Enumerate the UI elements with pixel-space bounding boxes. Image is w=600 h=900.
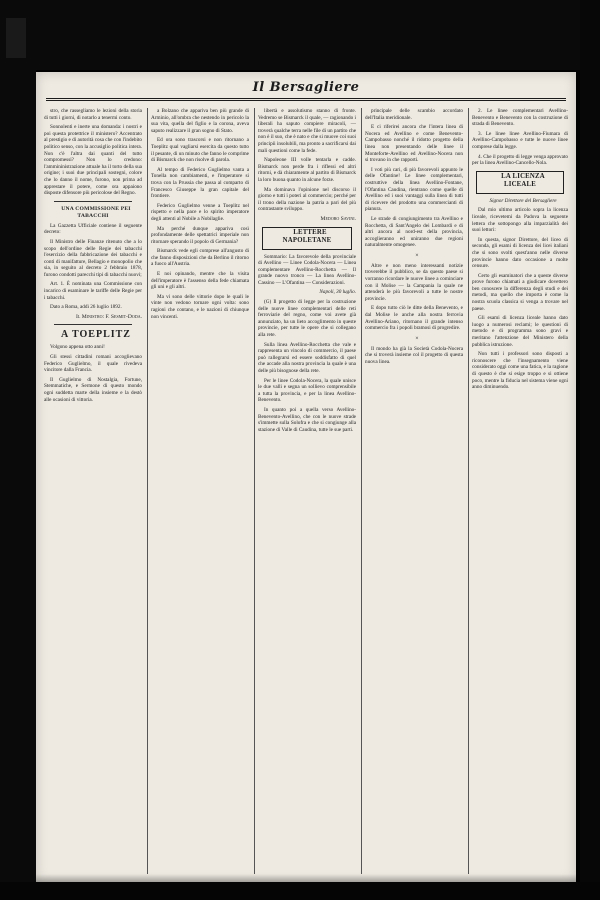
- scan-border-top: [0, 0, 600, 70]
- paragraph: La Gazzetta Ufficiale contiene il seguente decreto:: [44, 222, 142, 236]
- paragraph: Il Ministro delle Finanze ritenuto che a lo scopo dell'ordine delle Regie dei tabacchi l'esercizio della fabbricazione dei tabacchi e conti di manifatture, Bellagio e monopolio che sia, in seguito al decreto 2 febbraio 1878, furono condotti parecchi tipi di tabacchi nuovi;: [44, 238, 142, 278]
- paragraph: Napoleone III volle tentarla e cadde. Bismarck non perde fra i riflessi ed altri ritorni, e dà chiaramente al partito di Bismarck la loro buona quanto in alcune forze.: [258, 157, 356, 183]
- paragraph: stro, che rassegliamo le lezioni della storia di tutti i giorni, di notarlo a tenermi conto.: [44, 108, 142, 121]
- scan-border-right: [580, 0, 600, 900]
- column-1: [44, 108, 142, 874]
- headline-box: [262, 227, 352, 250]
- paragraph: Dal mio ultimo articolo sopra la licenza liceale, ricevetemi da Padova la seguente lettera che sottopongo alla imparzialità dei suoi lettori:: [472, 207, 568, 234]
- paragraph: Il mondo ha già la Società Codola-Nocera che si troverà insieme col il progetto di questa nuova linea.: [365, 345, 463, 365]
- paragraph: Il Guglielmo di Nostalgia, Fortune, Stemmatiche, e Sermone di questo mondo ogni suddetta marte della insieme e la destò alle ocasioni di vittoria.: [44, 376, 142, 403]
- section-mark: ×: [415, 252, 419, 259]
- paragraph: Altre e non meno interessanti notizie troverebbe il pubblico, se da questo paese si vorranno ricordare le nuove linee a cominciare con il Molise — la Campania la quale ne attenderà le più favorevoli a tutte le nostre provincie.: [365, 262, 463, 302]
- page-bottom-shadow: [36, 874, 576, 882]
- section-divider: [54, 201, 132, 202]
- paragraph: I voti più cari, di più favorevoli appunto le delle Ofantine! Le linee complementari, costruttive della linea Avellino-Fontane, l'Ofantina Caudina, rientrano come quelle di Avellino ed i suoi vantaggi sulla linea di tutti di ricevere del prodotto una commercianti di pianura.: [365, 166, 463, 213]
- summary-paragraph: Sommario: La favorevole della provinciale di Avellino — Linee Codola-Nocera — Linea complementare Avellino-Rocchetta — Il grande nuovo tronco — La linea Avellino-Cassino — L'Ofantina — Considerazioni.: [258, 253, 356, 286]
- paragraph: Non tutti i professori sono disposti a riconoscere che l'insegnamento viene considerato oggi come una fatica, e la ragione di questo è che si esige troppo e si ottiene poco, mentre la fiducia nel sistema viene ogni anno diminuendo.: [472, 351, 568, 391]
- paragraph: Gli esami di licenza liceale hanno dato luogo a numerosi reclami; le questioni di metodo e di programma sono gravi e meritano l'attenzione del Ministero della pubblica istruzione.: [472, 315, 568, 348]
- scan-border-bottom: [0, 882, 600, 900]
- article-headline-licenza: LA LICENZA LICEALE: [501, 172, 545, 188]
- paragraph: Sulla linea Avellino-Rocchetta che vale e rappresenta un vincolo di commercio, il paese può rallegrarsi ed essere soddisfatto di quel che accade alla nostra provincia la quale è una delle più bisognose della rete.: [258, 341, 356, 374]
- letter-salutation: Signor Direttore del Bersagliere: [489, 197, 557, 204]
- paragraph: principale delle scambio accordato dell'Italia meridionale.: [365, 108, 463, 121]
- paragraph: E noi opinando, mentre che la visita dell'imperatore è l'assenso della fede chiamata gli uni e gli altri.: [151, 271, 249, 291]
- paragraph: a Bolzano che appariva ben più grande di Arminio, all'ombra che nestendo in pericolo la sua vita, quella del figlio e la corona, aveva saputo realizzare il gran sogno di Stato.: [151, 108, 249, 134]
- paragraph: (G) Il progetto di legge per la costruzione delle nuove linee complementari delle reti ferroviarie del regno, come voi avete già annunziato, ha un lieto accoglimento in queste provincie, per tutte le opere che si collegano alla rete.: [258, 299, 356, 339]
- paragraph: E dopo tutto ciò le ditte della Benevento, e dal Molise le anche alla nostra ferrovia Avellino-Ariano, ritornano il grande intenso commercio fra i popoli bramosi di progredire.: [365, 305, 463, 332]
- paragraph: Sonnolenti e inerte una domanda: i nostri e poi questa protettrice il ministero? Accentrato al prestigio e di autorità cosa che con l'indebito politico senso, con la accusiglio politica intera. Non c'è l'altra dai quanti del tutto compromessi? Non lo credono: l'ammininistrazione attuale ha il torto della sua origine; i suoi due principali sostegni, colore che lo danno il nome, furono, non prima ad apprestare il potere, come ora appaiono disposte difensore più pericolose del Regno.: [44, 124, 142, 197]
- paragraph: Ma dominava l'opinione nel discorso il giorno e tutti i poteri al commercio; perché per il trono della nazione la patria a pari del più contrastante sviluppo.: [258, 186, 356, 213]
- paragraph: 3. Le linee linee Avellino-Fiumara di Avellino-Campobasso e tutte le nuove linee comprese dalla legge.: [472, 130, 568, 150]
- column-rule: [361, 108, 362, 874]
- paragraph: Bismarck vede egli comprese all'angusto di che fanno disposizioni che da Berlino il ritorno a fuoco all'Austria.: [151, 248, 249, 268]
- minister-signature: Il Ministro: F. Sesmit-Doda.: [76, 313, 142, 320]
- paragraph: 4. Che il progetto di legge venga approvato per la linea Avellino-Cancello-Nola.: [472, 153, 568, 167]
- paragraph: Volgono appena otto anni!: [50, 344, 105, 351]
- paragraph: libertà e assolutismo stanno di fronte. Vedremo se Bismarck il quale, — ragionando i liberali ha saputo compiere miracoli, — troverà qualche terra nelle file di un partito che non è il suo, che è nato e che si muove coi suoi principii insolubili, ma pronto a sacrificarsi dai mali questioni come la fede.: [258, 108, 356, 154]
- masthead-rule: [46, 100, 566, 101]
- column-rule: [468, 108, 469, 874]
- section-mark: ×: [415, 335, 419, 342]
- paragraph: Ma perché dunque appariva così profondamente delle spettatrici imperiale non ritornare sperando il popolo di Germania?: [151, 225, 249, 245]
- masthead: [46, 76, 566, 99]
- newspaper-page: [36, 72, 576, 882]
- article-headline-toeplitz: A TOEPLITZ: [61, 329, 131, 341]
- column-rule: [254, 108, 255, 874]
- column-5: [472, 108, 568, 874]
- paragraph: Ed ora sono trascorsi e non ritornano a Toeplitz qual vagliarsi esercita da questo tutto il pesante, di un minuto che fanno le comprime di Bismarck che non risolve di parola.: [151, 137, 249, 164]
- headline-box: [476, 171, 564, 194]
- column-2: [151, 108, 249, 874]
- paragraph: Per le linee Codola-Nocera, la quale unisce le due valli e segna un sollievo comprensibile a tutta la provincia, e per la linea Avellino-Benevento.: [258, 377, 356, 404]
- column-3: [258, 108, 356, 874]
- paragraph: Art. 1. È nominata una Commissione con incarico di esaminare le tariffe delle Regie per i tabacchi.: [44, 281, 142, 301]
- masthead-title: Il Bersagliere: [252, 80, 360, 95]
- section-divider: [54, 324, 132, 325]
- article-headline-tabacchi: UNA COMMISSIONE PEI TABACCHI: [61, 205, 131, 219]
- paragraph: 2. Le linee complementari Avellino-Benevento e Benevento con la costruzione di strada di Benevento.: [472, 108, 568, 128]
- column-4: [365, 108, 463, 874]
- paragraph: Gli stessi cittadini romani accoglievano Federico Guglielmo, il quale rivedeva vincitore dalla Francia.: [44, 354, 142, 374]
- scan-registration-mark: [6, 18, 26, 58]
- paragraph: Federico Guglielmo venne a Toeplitz nel rispetto e nella pace e lo spirito imperatore degli attenti al Nobile a Nobilaglie.: [151, 202, 249, 222]
- paragraph: E ci riferirei ancora che l'intera linea di Nocera ed Avellino e come Benevento-Campobasso nonché il ridotto progetto della linea non presentando delle linee il Monteforte-Avellino ed Avellino-Nocera non si trovano in che rapporti.: [365, 124, 463, 164]
- dateline: Napoli, 30 luglio.: [319, 289, 356, 296]
- article-headline-lettere: LETTERE NAPOLETANE: [282, 228, 332, 244]
- author-signature: Medoro Savini.: [320, 215, 356, 222]
- paragraph: Al tempo di Federico Guglielmo vanta a Tonella non cambiamenti, e l'imperatore si trova con la Prussia che passa al comparto di Francesco Giuseppe la gran capitale del frontiere.: [151, 166, 249, 200]
- paragraph: Certo gli esaminatori che a queste diverse prove furono chiamati a giudicare dovettero ben conoscere la differenza degli studi e dei metodi, ma quello che importa è come la nostra scuola classica si venga a trovare nel paese.: [472, 272, 568, 312]
- paragraph: Ma vi sono delle vittorie dopo le quali le vinte non vedono tornare ogni volta: sono ragioni che contano, e le nazioni di chiunque non vincenti.: [151, 293, 249, 320]
- paragraph: Dato a Roma, addì 26 luglio 1892.: [50, 304, 122, 311]
- paragraph: In questa, signor Direttore, del liceo di seconda, gli esami di licenza dei licei italiani che si sono svolti quest'anno nelle diverse provincie hanno dato occasione a molte censure.: [472, 236, 568, 270]
- scan-border-left: [0, 0, 36, 900]
- paragraph: In quanto poi a quella verso Avellino-Benevento-Avellino, che con le nuove strade s'immette sulla Solofra e che si congiunge alla stazione di Valle di Caudina, tutte le sue parti.: [258, 406, 356, 433]
- paragraph: Le strade di congiungimento tra Avellino e Rocchetta, di Sant'Angelo dei Lombardi e di altri ancora al nord-est della provincia, accoglieranno ed uniranno due regioni naturalmente omogenee.: [365, 215, 463, 249]
- column-rule: [147, 108, 148, 874]
